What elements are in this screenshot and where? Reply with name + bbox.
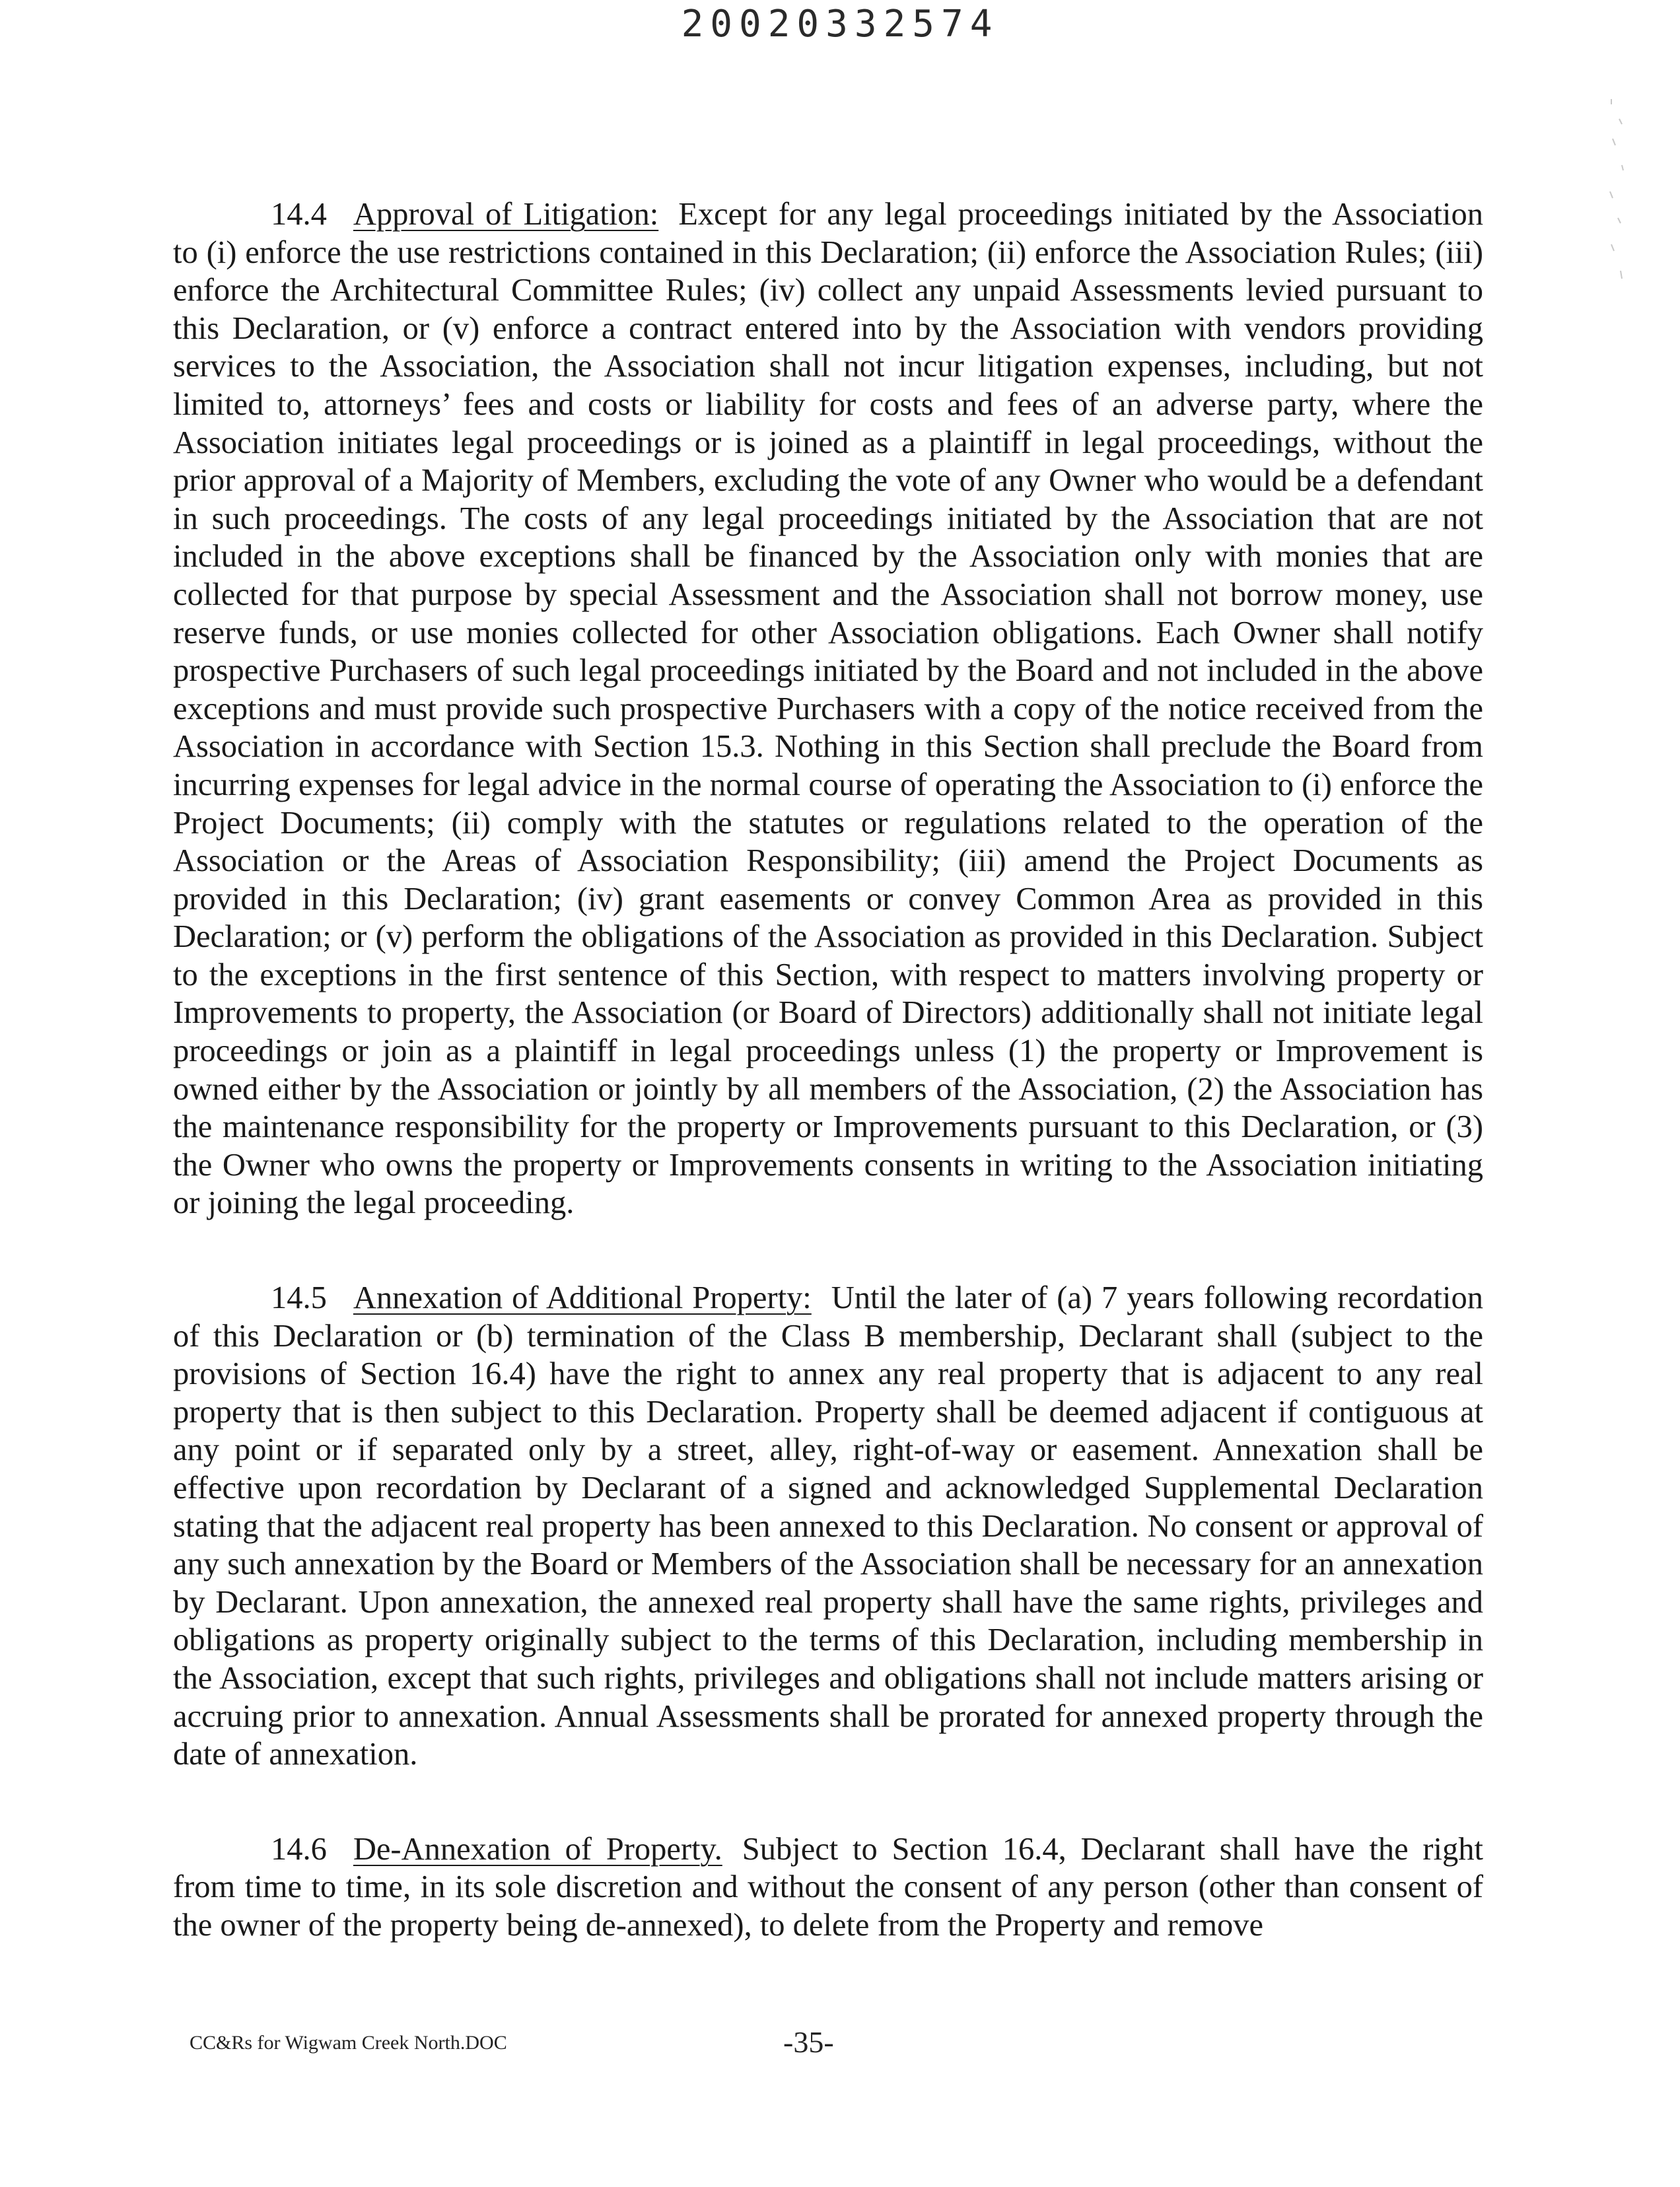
- section-text: Subject to Section 16.4, Declarant shall have the right from time to time, in its sole discretion and without the consent of any person (other than consent of the owner of the property being de-annexed), to delete from the Property and remove: [173, 1831, 1483, 1943]
- section-14-4: [173, 195, 1483, 1222]
- page-number: -35-: [783, 2025, 834, 2059]
- recording-number: 20020332574: [681, 3, 999, 46]
- footer-file-name: CC&Rs for Wigwam Creek North.DOC: [190, 2032, 507, 2054]
- section-title: Approval of Litigation:: [353, 197, 659, 232]
- section-number: 14.4: [271, 197, 327, 232]
- section-number: 14.6: [271, 1831, 327, 1867]
- section-title: De-Annexation of Property.: [353, 1831, 722, 1867]
- section-number: 14.5: [271, 1280, 327, 1316]
- margin-scan-marks: [1605, 92, 1631, 304]
- section-14-6: [173, 1830, 1483, 1945]
- section-title: Annexation of Additional Property:: [353, 1280, 812, 1316]
- section-text: Except for any legal proceedings initiated by the Association to (i) enforce the use restrictions contained in this Declaration; (ii) enforce the Association Rules; (iii) enforce the Architectural Committee Rules; (iv) collect any unpaid Assessments levied pursuant to this Declaration, or (v) enforce a contract entered into by the Association with vendors providing services to the Association, the Association shall not incur litigation expenses, including, but not limited to, attorneys’ fees and costs or liability for costs and fees of an adverse party, where the Association initiates legal proceedings or is joined as a plaintiff in legal proceedings, without the prior approval of a Majority of Members, excluding the vote of any Owner who would be a defendant in such proceedings. The costs of any legal proceedings initiated by the Association that are not included in the above exceptions shall be financed by the Association only with monies that are collected for that purpose by special Assessment and the Association shall not borrow money, use reserve funds, or use monies collected for other Association obligations. Each Owner shall notify prospective Purchasers of such legal proceedings initiated by the Board and not included in the above exceptions and must provide such prospective Purchasers with a copy of the notice received from the Association in accordance with Section 15.3. Nothing in this Section shall preclude the Board from incurring expenses for legal advice in the normal course of operating the Association to (i) enforce the Project Documents; (ii) comply with the statutes or regulations related to the operation of the Association or the Areas of Association Responsibility; (iii) amend the Project Documents as provided in this Declaration; (iv) grant easements or convey Common Area as provided in this Declaration; or (v) perform the obligations of the Association as provided in this Declaration. Subject to the exceptions in the first sentence of this Section, with respect to matters involving property or Improvements to property, the Association (or Board of Directors) additionally shall not initiate legal proceedings or join as a plaintiff in legal proceedings unless (1) the property or Improvement is owned either by the Association or jointly by all members of the Association, (2) the Association has the maintenance responsibility for the property or Improvements pursuant to this Declaration, or (3) the Owner who owns the property or Improvements consents in writing to the Association initiating or joining the legal proceeding.: [173, 197, 1483, 1221]
- document-body: [173, 195, 1483, 2001]
- section-14-5: [173, 1279, 1483, 1774]
- section-text: Until the later of (a) 7 years following recordation of this Declaration or (b) termination of the Class B membership, Declarant shall (subject to the provisions of Section 16.4) have the right to annex any real property that is adjacent to any real property that is then subject to this Declaration. Property shall be deemed adjacent if contiguous at any point or if separated only by a street, alley, right-of-way or easement. Annexation shall be effective upon recordation by Declarant of a signed and acknowledged Supplemental Declaration stating that the adjacent real property has been annexed to this Declaration. No consent or approval of any such annexation by the Board or Members of the Association shall be necessary for an annexation by Declarant. Upon annexation, the annexed real property shall have the same rights, privileges and obligations as property originally subject to the terms of this Declaration, including membership in the Association, except that such rights, privileges and obligations shall not include matters arising or accruing prior to annexation. Annual Assessments shall be prorated for annexed property through the date of annexation.: [173, 1280, 1483, 1772]
